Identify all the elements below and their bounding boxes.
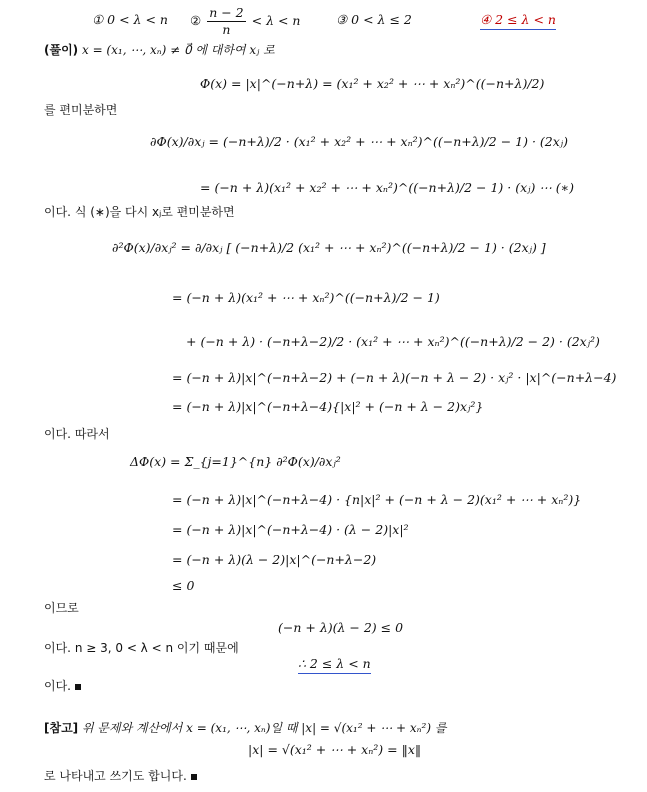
equation-first-derivative-right: (−n+λ)/2 · (x₁² + x₂² + ⋯ + xₙ²)^((−n+λ)/2 − 1) · (2xⱼ)	[222, 134, 568, 149]
equation-second-derivative-b: = (−n + λ)(x₁² + ⋯ + xₙ²)^((−n+λ)/2 − 1)	[172, 290, 440, 305]
equation-laplacian-e: ≤ 0	[172, 578, 195, 593]
note-equation-norm: |x| = √(x₁² + ⋯ + xₙ²) = ‖x‖	[248, 742, 422, 757]
choice-2-denominator: n	[222, 21, 231, 37]
line-end	[44, 680, 81, 692]
equation-laplacian-d: = (−n + λ)(λ − 2)|x|^(−n+λ−2)	[172, 552, 377, 567]
equation-inequality: (−n + λ)(λ − 2) ≤ 0	[278, 620, 404, 635]
equation-laplacian-c: = (−n + λ)|x|^(−n+λ−4) · (λ − 2)|x|²	[172, 522, 409, 537]
note-label: [참고]	[44, 721, 79, 735]
equation-laplacian-a: ΔΦ(x) = Σ_{j=1}^{n} ∂²Φ(x)/∂xⱼ²	[130, 454, 341, 469]
choice-3: ③ 0 < λ ≤ 2	[336, 12, 412, 27]
choice-2	[190, 6, 300, 37]
equation-phi: Φ(x) = |x|^(−n+λ) = (x₁² + x₂² + ⋯ + xₙ²)^((−n+λ)/2)	[200, 76, 545, 91]
equation-second-derivative-d: = (−n + λ)|x|^(−n+λ−2) + (−n + λ)(−n + λ − 2) · xⱼ² · |x|^(−n+λ−4)	[172, 370, 617, 385]
equation-first-derivative	[150, 136, 568, 149]
end-square-icon	[75, 684, 81, 690]
equation-laplacian-b: = (−n + λ)|x|^(−n+λ−4) · {n|x|² + (−n + λ − 2)(x₁² + ⋯ + xₙ²)}	[172, 492, 582, 507]
choice-4	[480, 14, 556, 27]
equation-second-derivative-e: = (−n + λ)|x|^(−n+λ−4){|x|² + (−n + λ − 2)xⱼ²}	[172, 399, 484, 414]
choice-4-text: ④ 2 ≤ λ < n	[480, 12, 556, 30]
note-end-line	[44, 770, 197, 782]
equation-result-text: ∴ 2 ≤ λ < n	[298, 656, 371, 674]
line-end-text: 이다.	[44, 679, 71, 693]
line-again: 이다. 식 (∗)을 다시 xⱼ로 편미분하면	[44, 205, 235, 219]
note-end-text: 로 나타내고 쓰기도 합니다.	[44, 769, 187, 783]
line-so: 이므로	[44, 601, 79, 615]
equation-first-derivative-left: ∂Φ(x)/∂xⱼ =	[150, 134, 219, 149]
equation-second-derivative-a: ∂²Φ(x)/∂xⱼ² = ∂/∂xⱼ [ (−n+λ)/2 (x₁² + ⋯ + xₙ²)^((−n+λ)/2 − 1) · (2xⱼ) ]	[112, 240, 546, 255]
equation-result	[298, 658, 371, 671]
choice-2-fraction	[207, 6, 245, 37]
solution-intro-line	[44, 44, 275, 56]
choice-1: ① 0 < λ < n	[92, 12, 168, 27]
note-end-square-icon	[191, 774, 197, 780]
equation-first-derivative-simplified: = (−n + λ)(x₁² + x₂² + ⋯ + xₙ²)^((−n+λ)/2 − 1) · (xⱼ) ⋯ (∗)	[200, 180, 575, 195]
solution-label: (풀이)	[44, 43, 79, 57]
choice-2-label: ②	[190, 12, 202, 28]
line-thus: 이다. 따라서	[44, 427, 110, 441]
note-line	[44, 722, 446, 734]
line-since: 이다. n ≥ 3, 0 < λ < n 이기 때문에	[44, 641, 239, 655]
solution-intro: x = (x₁, ⋯, xₙ) ≠ 0⃗ 에 대하여 xⱼ 로	[81, 43, 275, 57]
line-partial: 를 편미분하면	[44, 103, 118, 117]
equation-second-derivative-c: + (−n + λ) · (−n+λ−2)/2 · (x₁² + ⋯ + xₙ²)^((−n+λ)/2 − 2) · (2xⱼ²)	[186, 334, 600, 349]
choice-2-numerator: n − 2	[209, 5, 244, 20]
choice-2-rest: < λ < n	[251, 12, 301, 28]
note-text: 위 문제와 계산에서 x = (x₁, ⋯, xₙ)일 때 |x| = √(x₁² + ⋯ + xₙ²) 를	[81, 721, 447, 735]
